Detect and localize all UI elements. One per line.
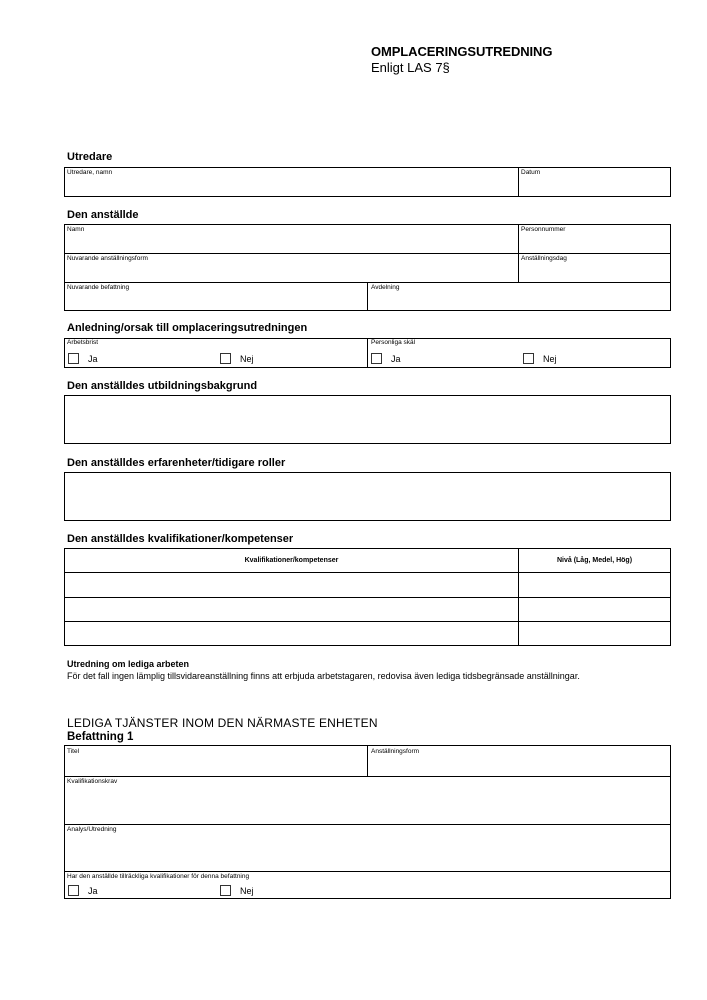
- anstallningsdag-label: Anställningsdag: [521, 255, 567, 262]
- niva-column-header: Nivå (Låg, Medel, Hög): [556, 557, 633, 564]
- section-heading-utredare: Utredare: [67, 151, 113, 163]
- section-heading-erfarenheter: Den anställdes erfarenheter/tidigare roller: [67, 457, 286, 469]
- tillrackliga-nej-label: Nej: [240, 886, 254, 896]
- erfarenheter-textarea[interactable]: [64, 472, 671, 521]
- section-heading-kvalifikationer: Den anställdes kvalifikationer/kompetenser: [67, 533, 294, 545]
- befattning-label: Nuvarande befattning: [67, 284, 130, 291]
- titel-field[interactable]: [65, 746, 367, 776]
- lediga-tjanster-heading: LEDIGA TJÄNSTER INOM DEN NÄRMASTE ENHETEN: [67, 716, 378, 730]
- datum-label: Datum: [521, 169, 541, 176]
- utredare-name-label: Utredare, namn: [67, 169, 113, 176]
- table-cell-kvalifikation[interactable]: [65, 573, 518, 597]
- arbetsbrist-nej-label: Nej: [240, 354, 254, 364]
- datum-field[interactable]: [519, 168, 670, 196]
- document-subtitle: Enligt LAS 7§: [371, 60, 450, 75]
- personliga-skal-nej-label: Nej: [543, 354, 557, 364]
- namn-field[interactable]: [65, 225, 518, 253]
- kvalifikationskrav-label: Kvalifikationskrav: [67, 778, 118, 785]
- section-heading-anstallde: Den anställde: [67, 209, 139, 221]
- table-cell-niva[interactable]: [519, 622, 670, 645]
- anstallningsform-label: Nuvarande anställningsform: [67, 255, 148, 262]
- namn-label: Namn: [67, 226, 85, 233]
- tillrackliga-label: Har den anställde tillräckliga kvalifikationer för denna befattning: [67, 873, 250, 880]
- table-cell-niva[interactable]: [519, 598, 670, 621]
- table-cell-kvalifikation[interactable]: [65, 622, 518, 645]
- divider: [64, 871, 671, 872]
- personliga-skal-label: Personliga skäl: [371, 339, 416, 346]
- section-heading-utbildning: Den anställdes utbildningsbakgrund: [67, 380, 258, 392]
- arbetsbrist-ja-checkbox[interactable]: [68, 353, 79, 364]
- section-heading-anledning: Anledning/orsak till omplaceringsutredningen: [67, 322, 308, 334]
- tillrackliga-nej-checkbox[interactable]: [220, 885, 231, 896]
- kvalifikationskrav-field[interactable]: [65, 777, 670, 824]
- arbetsbrist-label: Arbetsbrist: [67, 339, 99, 346]
- table-cell-niva[interactable]: [519, 573, 670, 597]
- arbetsbrist-ja-label: Ja: [88, 354, 98, 364]
- utbildning-textarea[interactable]: [64, 395, 671, 444]
- table-cell-kvalifikation[interactable]: [65, 598, 518, 621]
- befattning-heading: Befattning 1: [67, 731, 134, 743]
- utredare-name-field[interactable]: [65, 168, 518, 196]
- personnummer-label: Personnummer: [521, 226, 566, 233]
- divider: [367, 338, 368, 368]
- avdelning-label: Avdelning: [371, 284, 400, 291]
- tjanst-anstallningsform-label: Anställningsform: [371, 748, 420, 755]
- titel-label: Titel: [67, 748, 80, 755]
- analys-field[interactable]: [65, 825, 670, 871]
- lediga-arbeten-heading: Utredning om lediga arbeten: [67, 659, 190, 669]
- personliga-skal-ja-label: Ja: [391, 354, 401, 364]
- arbetsbrist-nej-checkbox[interactable]: [220, 353, 231, 364]
- tillrackliga-ja-label: Ja: [88, 886, 98, 896]
- lediga-arbeten-text: För det fall ingen lämplig tillsvidareanställning finns att erbjuda arbetstagaren, redovisa även lediga tidsbegränsade anställningar.: [67, 671, 580, 681]
- avdelning-field[interactable]: [368, 283, 670, 310]
- analys-label: Analys/Utredning: [67, 826, 117, 833]
- kvalifikationer-column-header: Kvalifikationer/kompetenser: [244, 557, 339, 564]
- tillrackliga-ja-checkbox[interactable]: [68, 885, 79, 896]
- document-title: OMPLACERINGSUTREDNING: [371, 44, 553, 59]
- personliga-skal-ja-checkbox[interactable]: [371, 353, 382, 364]
- personliga-skal-nej-checkbox[interactable]: [523, 353, 534, 364]
